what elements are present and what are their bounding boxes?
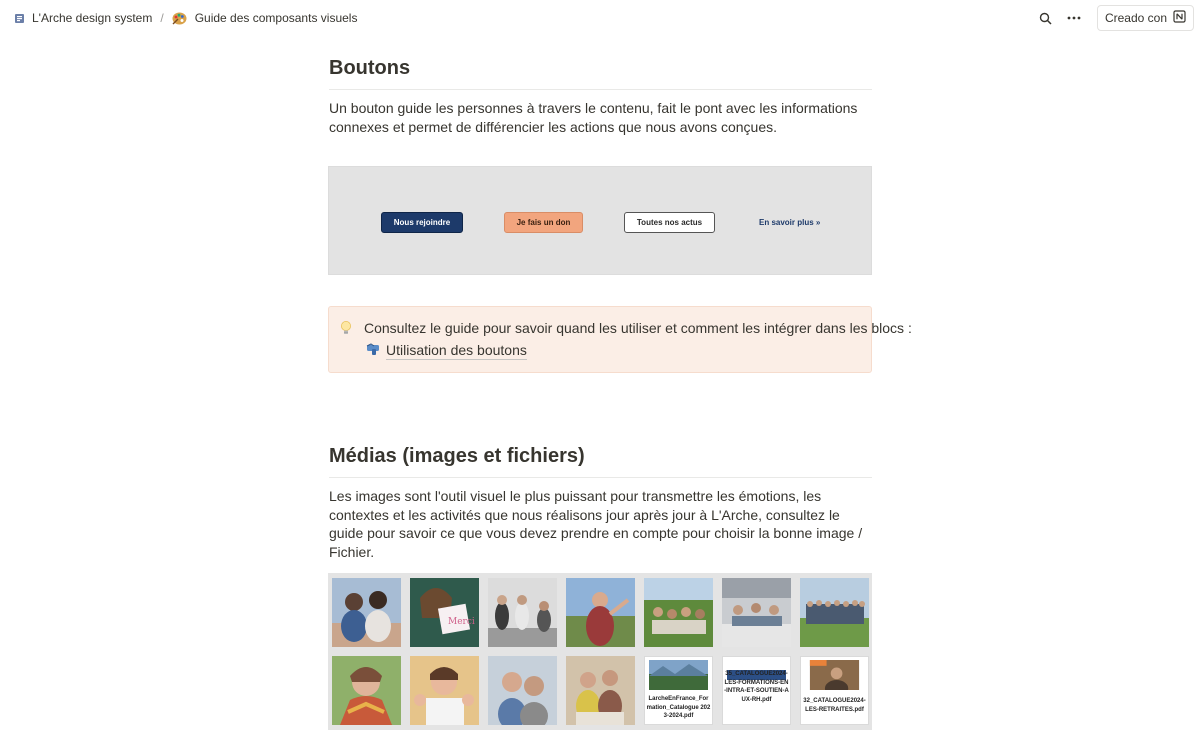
- demo-button-don: Je fais un don: [504, 212, 583, 233]
- photo-thumbnail: [332, 656, 401, 725]
- photo-thumbnail: [566, 578, 635, 647]
- photo-thumbnail: [566, 656, 635, 725]
- link-label: Utilisation des boutons: [386, 342, 527, 358]
- photo-thumbnail: [410, 578, 479, 647]
- heading-boutons: Boutons: [329, 57, 411, 79]
- breadcrumb: [12, 11, 357, 25]
- notion-logo-icon: [1173, 10, 1186, 26]
- breadcrumb-item-design-system[interactable]: L'Arche design system: [32, 11, 153, 25]
- lightbulb-icon: [340, 320, 354, 338]
- paragraph-boutons: Un bouton guide les personnes à travers le contenu, fait le pont avec les informations connexes et permet de différencier les actions que nous avons conçues.: [329, 100, 858, 135]
- buttons-example-image[interactable]: [328, 166, 872, 275]
- pdf-thumbnail: [722, 656, 791, 725]
- page-icon: [12, 11, 26, 25]
- pointer-hand-icon: [366, 342, 381, 360]
- more-icon[interactable]: [1063, 7, 1085, 29]
- svg-text:Merci: Merci: [448, 617, 475, 627]
- heading-divider: [329, 477, 872, 478]
- demo-button-actus: Toutes nos actus: [624, 212, 715, 233]
- photo-thumbnail: [644, 578, 713, 647]
- heading-medias: Médias (images et fichiers): [329, 445, 585, 467]
- paragraph-medias: Les images sont l'outil visuel le plus puissant pour transmettre les émotions, les contextes et les activités que nous réalisons jour après jour à L'Arche, consultez le guide pour savoir ce que vous devez prendre en compte pour choisir la bonne image / Fichier.: [329, 488, 863, 560]
- demo-link-en-savoir-plus: En savoir plus »: [759, 218, 821, 227]
- pdf-thumbnail: [644, 656, 713, 725]
- pdf-filename: 35_CATALOGUE2024-LES-FORMATIONS-EN-INTRA-ET-SOUTIEN-AUX-RH.pdf: [724, 671, 789, 703]
- breadcrumb-item-guide[interactable]: Guide des composants visuels: [194, 11, 358, 25]
- top-bar: [0, 0, 1200, 36]
- palette-icon: [172, 11, 188, 25]
- callout-text: Consultez le guide pour savoir quand les utiliser et comment les intégrer dans les blocs :: [364, 320, 912, 336]
- pdf-thumbnail: [800, 656, 869, 725]
- callout-guide-boutons: [328, 306, 912, 373]
- created-with-label: Creado con: [1104, 11, 1167, 25]
- demo-button-nous-rejoindre: Nous rejoindre: [381, 212, 463, 233]
- created-with-notion-button[interactable]: [1097, 5, 1194, 31]
- pdf-filename: LarcheEnFrance_Formation_Catalogue 2023-2024.pdf: [646, 696, 711, 720]
- pdf-filename: 32_CATALOGUE2024-LES-RETRAITES.pdf: [803, 698, 866, 713]
- breadcrumb-separator: /: [160, 11, 164, 25]
- photo-thumbnail: [332, 578, 401, 647]
- search-icon[interactable]: [1035, 7, 1057, 29]
- media-gallery-image[interactable]: [328, 573, 872, 730]
- photo-thumbnail: [800, 578, 869, 647]
- heading-divider: [329, 89, 872, 90]
- link-utilisation-boutons[interactable]: [366, 341, 527, 360]
- photo-thumbnail: [722, 578, 791, 647]
- photo-thumbnail: [488, 578, 557, 647]
- photo-thumbnail: [410, 656, 479, 725]
- photo-thumbnail: [488, 656, 557, 725]
